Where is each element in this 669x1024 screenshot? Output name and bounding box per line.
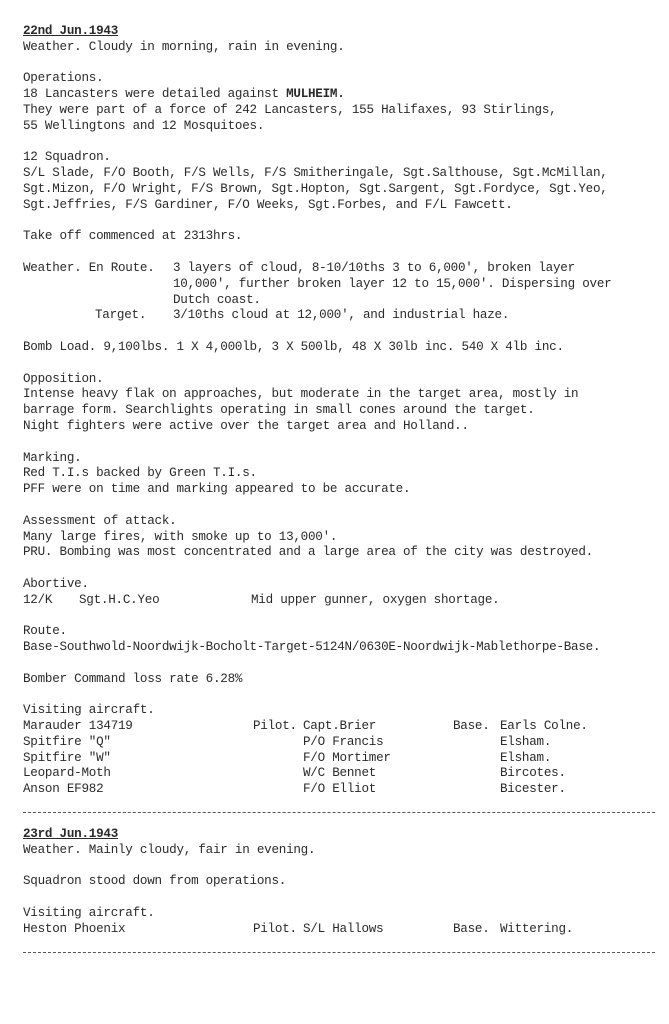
visiting-row <box>23 922 655 938</box>
visiting-pilot: F/O Mortimer <box>303 750 391 765</box>
visiting-row <box>23 719 655 735</box>
visiting-row <box>23 766 655 782</box>
entry-divider <box>23 812 655 813</box>
weather-enroute-label: Weather. En Route. <box>23 260 155 275</box>
marking-line: PFF were on time and marking appeared to be accurate. <box>23 482 411 497</box>
visiting-aircraft: Marauder 134719 <box>23 719 133 734</box>
base-label: Base. <box>453 921 490 936</box>
abortive-heading: Abortive. <box>23 576 89 591</box>
assessment-line: Many large fires, with smoke up to 13,000'. <box>23 529 338 544</box>
assessment-heading: Assessment of attack. <box>23 513 177 528</box>
visiting-base: Bicester. <box>500 782 566 797</box>
operations-text: 18 Lancasters were detailed against <box>23 87 287 102</box>
crew-line: S/L Slade, F/O Booth, F/S Wells, F/S Smitheringale, Sgt.Salthouse, Sgt.McMillan, <box>23 166 608 181</box>
weather-enroute-text: 3 layers of cloud, 8-10/10ths 3 to 6,000', broken layer <box>173 260 575 275</box>
pilot-label <box>253 782 303 798</box>
pilot-label: Pilot. <box>253 719 297 734</box>
entry-date: 22nd Jun.1943 <box>23 24 118 38</box>
visiting-base: Elsham. <box>500 734 552 749</box>
visiting-aircraft: Spitfire "W" <box>23 750 111 765</box>
pilot-label <box>253 751 303 767</box>
route-line: Base-Southwold-Noordwijk-Bocholt-Target-5124N/0630E-Noordwijk-Mablethorpe-Base. <box>23 640 601 655</box>
abortive-row <box>23 593 655 609</box>
pilot-label: Pilot. <box>253 921 297 936</box>
visiting-base: Bircotes. <box>500 766 566 781</box>
status-line: Squadron stood down from operations. <box>23 874 287 889</box>
base-label <box>453 735 500 751</box>
visiting-pilot: P/O Francis <box>303 734 384 749</box>
visiting-pilot: W/C Bennet <box>303 766 377 781</box>
operations-line <box>23 87 655 103</box>
weather-enroute-text: 10,000', further broken layer 12 to 15,000'. Dispersing over <box>173 276 612 291</box>
visiting-row <box>23 735 655 751</box>
visiting-pilot: S/L Hallows <box>303 921 384 936</box>
operations-target: MULHEIM. <box>286 87 345 102</box>
visiting-table <box>23 922 655 938</box>
visiting-aircraft: Leopard-Moth <box>23 766 111 781</box>
opposition-line: Intense heavy flak on approaches, but moderate in the target area, mostly in <box>23 387 579 402</box>
opposition-heading: Opposition. <box>23 371 104 386</box>
base-label <box>453 766 500 782</box>
visiting-aircraft: Spitfire "Q" <box>23 734 111 749</box>
entry-divider <box>23 952 655 953</box>
pilot-label <box>253 766 303 782</box>
takeoff-line: Take off commenced at 2313hrs. <box>23 229 243 244</box>
weather-line: Weather. Mainly cloudy, fair in evening. <box>23 842 316 857</box>
weather-report <box>23 261 655 324</box>
base-label: Base. <box>453 719 490 734</box>
opposition-line: Night fighters were active over the target area and Holland.. <box>23 418 469 433</box>
abortive-crew: Sgt.H.C.Yeo <box>79 592 160 607</box>
opposition-line: barrage form. Searchlights operating in small cones around the target. <box>23 403 535 418</box>
visiting-table <box>23 719 655 798</box>
visiting-base: Wittering. <box>500 921 574 936</box>
assessment-line: PRU. Bombing was most concentrated and a large area of the city was destroyed. <box>23 545 593 560</box>
visiting-row <box>23 751 655 767</box>
weather-enroute-text: Dutch coast. <box>173 292 261 307</box>
base-label <box>453 751 500 767</box>
entry-date: 23rd Jun.1943 <box>23 827 118 842</box>
marking-heading: Marking. <box>23 450 82 465</box>
visiting-heading: Visiting aircraft. <box>23 703 155 718</box>
loss-rate-line: Bomber Command loss rate 6.28% <box>23 671 243 686</box>
squadron-heading: 12 Squadron. <box>23 150 111 165</box>
visiting-aircraft: Anson EF982 <box>23 782 104 797</box>
visiting-base: Elsham. <box>500 750 552 765</box>
operations-heading: Operations. <box>23 71 104 86</box>
logbook-page <box>23 24 655 967</box>
pilot-label <box>253 735 303 751</box>
visiting-heading: Visiting aircraft. <box>23 906 155 921</box>
abortive-reason: Mid upper gunner, oxygen shortage. <box>251 592 500 607</box>
bomb-load-line: Bomb Load. 9,100lbs. 1 X 4,000lb, 3 X 500lb, 48 X 30lb inc. 540 X 4lb inc. <box>23 339 564 354</box>
weather-line: Weather. Cloudy in morning, rain in evening. <box>23 39 345 54</box>
visiting-row <box>23 782 655 798</box>
entry-22-jun-1943 <box>23 24 655 798</box>
entry-23-jun-1943 <box>23 827 655 938</box>
visiting-pilot: F/O Elliot <box>303 782 377 797</box>
visiting-aircraft: Heston Phoenix <box>23 921 126 936</box>
abortive-aircraft: 12/K <box>23 592 53 607</box>
weather-target-label: Target. <box>95 308 147 323</box>
marking-line: Red T.I.s backed by Green T.I.s. <box>23 466 257 481</box>
visiting-pilot: Capt.Brier <box>303 719 377 734</box>
operations-force-line: 55 Wellingtons and 12 Mosquitoes. <box>23 118 265 133</box>
base-label <box>453 782 500 798</box>
crew-line: Sgt.Jeffries, F/S Gardiner, F/O Weeks, Sgt.Forbes, and F/L Fawcett. <box>23 197 513 212</box>
operations-force-line: They were part of a force of 242 Lancasters, 155 Halifaxes, 93 Stirlings, <box>23 102 557 117</box>
crew-line: Sgt.Mizon, F/O Wright, F/S Brown, Sgt.Hopton, Sgt.Sargent, Sgt.Fordyce, Sgt.Yeo, <box>23 181 608 196</box>
weather-target-text: 3/10ths cloud at 12,000', and industrial haze. <box>173 308 510 323</box>
route-heading: Route. <box>23 624 67 639</box>
visiting-base: Earls Colne. <box>500 719 588 734</box>
